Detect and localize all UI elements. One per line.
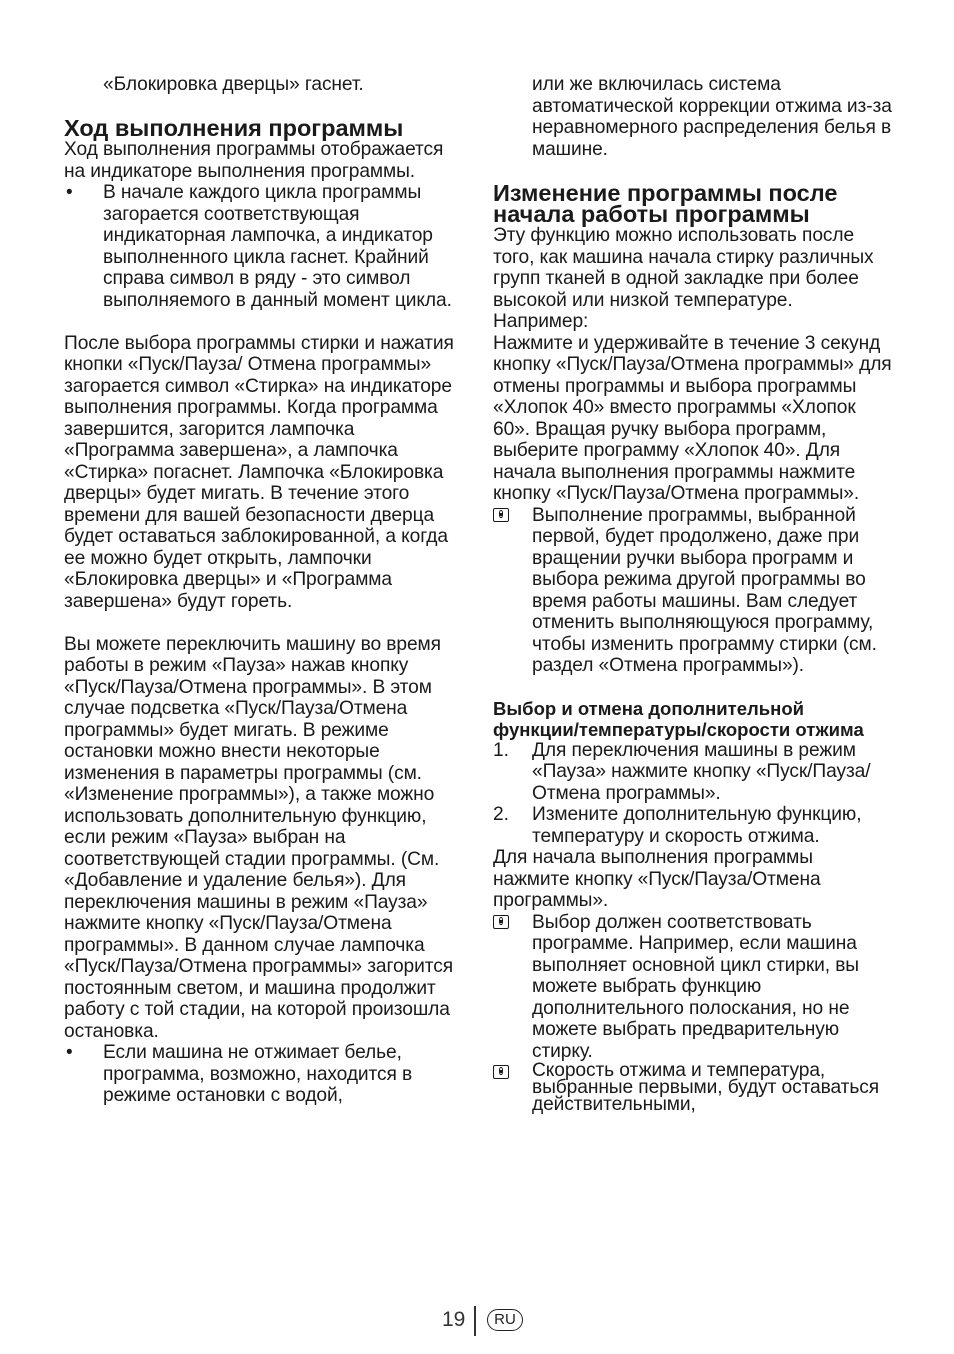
door-lock-line: «Блокировка дверцы» гаснет. [103, 74, 364, 95]
numbered-step [493, 804, 893, 847]
info-note-text: Выбор должен соответствовать программе. Например, если машина выполняет основной цикл стирки, вы можете выбрать функцию дополнительного полоскания, но не можете выбрать предварительную стирку. [532, 911, 859, 1062]
step-number: 2. [493, 804, 509, 825]
paragraph-after-selection: После выбора программы стирки и нажатия кнопки «Пуск/Пауза/ Отмена программы» загорается символ «Стирка» на индикаторе выполнения программы. Когда программа завершится, загорится лампочка «Программа завершена», а лампочка «Стирка» погаснет. Лампочка «Блокировка дверцы» будет мигать. В течение этого времени для вашей безопасности дверца будет оставаться заблокированной, а когда ее можно будет открыть, лампочки «Блокировка дверцы» и «Программа завершена» будут гореть. [64, 332, 454, 612]
bullet-text: Если машина не отжимает белье, программа, возможно, находится в режиме остановки с водой, [103, 1042, 413, 1106]
paragraph-start: Для начала выполнения программы нажмите кнопку «Пуск/Пауза/Отмена программы». [493, 847, 821, 911]
info-note-text: Скорость отжима и температура, выбранные первыми, будут оставаться действительными, [532, 1060, 880, 1115]
bullet-dot-icon: • [66, 182, 73, 203]
bullet-text: В начале каждого цикла программы загорается соответствующая индикаторная лампочка, а индикатор выполненного цикла гаснет. Крайний справа символ в ряду - это символ выполняемого в данный момент цикла. [103, 182, 452, 311]
bullet-dot-icon: • [66, 1042, 73, 1063]
info-icon [493, 1065, 509, 1079]
bullet-item [64, 1042, 464, 1107]
paragraph-change: Эту функцию можно использовать после того, как машина начала стирку различных групп тканей в одной закладке при более высокой или низкой температуре. [493, 225, 874, 311]
right-column [493, 74, 893, 1113]
info-note [493, 1062, 893, 1113]
info-note [493, 505, 893, 677]
info-icon [493, 508, 509, 522]
step-number: 1. [493, 739, 509, 761]
heading-program-progress: Ход выполнения программы [64, 114, 404, 141]
paragraph-pause: Вы можете переключить машину во время работы в режим «Пауза» нажав кнопку «Пуск/Пауза/Отмена программы». В этом случае подсветка «Пуск/Пауза/Отмена программы» будет мигать. В режиме остановки можно внести некоторые изменения в параметры программы (см. «Изменение программы»), а также можно использовать дополнительную функцию, если режим «Пауза» выбран на соответствующей стадии программы. (См. «Добавление и удаление белья»). Для переключения машины в режим «Пауза» нажмите кнопку «Пуск/Пауза/Отмена программы». В данном случае лампочка «Пуск/Пауза/Отмена программы» загорится постоянным светом, и машина продолжит работу с той стадии, на которой произошла остановка. [64, 633, 453, 1042]
paragraph-example: Нажмите и удерживайте в течение 3 секунд кнопку «Пуск/Пауза/Отмена программы» для отмены программы и выбора программы «Хлопок 40» вместо программы «Хлопок 60». Вращая ручку выбора программ, выберите программу «Хлопок 40». Для начала выполнения программы нажмите кнопку «Пуск/Пауза/Отмена программы». [493, 332, 892, 504]
info-icon [493, 915, 509, 929]
step-text: Для переключения машины в режим «Пауза» нажмите кнопку «Пуск/Пауза/Отмена программы». [532, 739, 871, 804]
numbered-step [493, 740, 893, 805]
continuation-text: или же включилась система автоматической коррекции отжима из-за неравномерного распределения белья в машине. [532, 74, 892, 160]
example-label: Например: [493, 311, 589, 332]
paragraph-progress: Ход выполнения программы отображается на индикаторе выполнения программы. [64, 139, 444, 182]
info-note-text: Выполнение программы, выбранной первой, будет продолжено, даже при вращении ручки выбора программ и выбора режима другой программы во время работы машины. Вам следует отменить выполняющуюся программу, чтобы изменить программу стирки (см. раздел «Отмена программы»). [532, 504, 877, 676]
bullet-item [64, 182, 464, 311]
info-note [493, 912, 893, 1063]
page-footer [0, 1306, 954, 1336]
footer-divider [474, 1306, 476, 1336]
language-badge: RU [487, 1309, 523, 1331]
left-column [64, 74, 464, 1107]
page-number: 19 [442, 1308, 466, 1331]
heading-select-cancel: Выбор и отмена дополнительной функции/температуры/скорости отжима [493, 697, 864, 740]
step-text: Измените дополнительную функцию, температуру и скорость отжима. [532, 804, 862, 847]
heading-change-program: Изменение программы после начала работы программы [493, 180, 838, 227]
